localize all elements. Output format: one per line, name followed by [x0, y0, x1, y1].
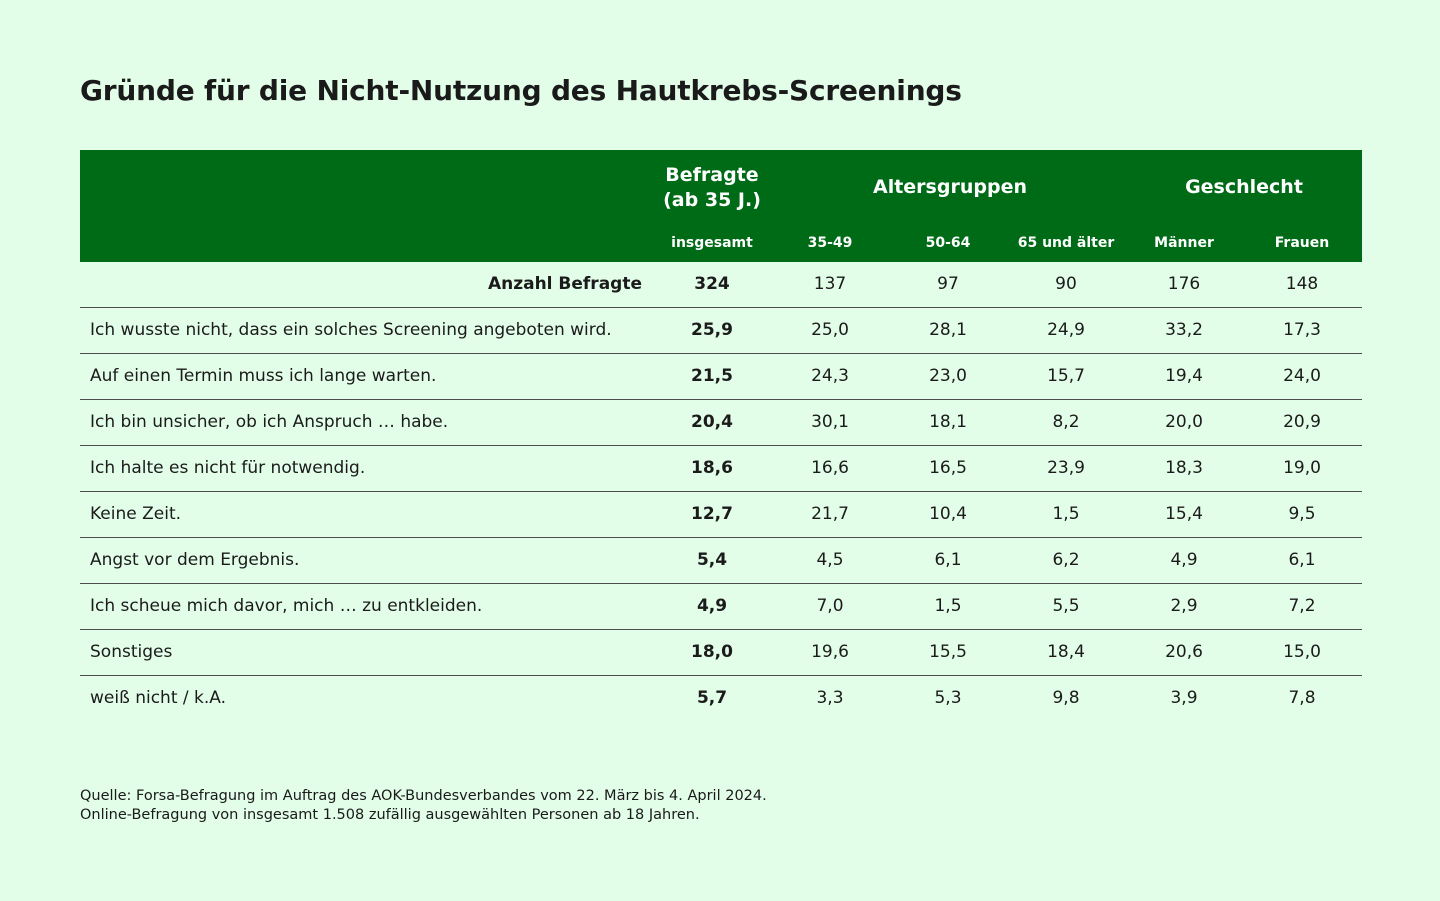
- row-label: Angst vor dem Ergebnis.: [90, 550, 300, 570]
- header-sub-maenner: Männer: [1154, 235, 1214, 251]
- table-cell: 4,5: [816, 550, 844, 570]
- count-cell: 97: [937, 274, 959, 294]
- table-cell: 5,7: [696, 688, 728, 708]
- table-cell: 19,6: [811, 642, 849, 662]
- table-cell: 24,3: [811, 366, 849, 386]
- table-cell: 15,0: [1283, 642, 1321, 662]
- row-label: Auf einen Termin muss ich lange warten.: [90, 366, 437, 386]
- header-sub-35-49: 35-49: [807, 235, 853, 251]
- header-befragte-line2: (ab 35 J.): [663, 189, 761, 211]
- source-note: [80, 787, 767, 825]
- row-label: Ich wusste nicht, dass ein solches Screening angeboten wird.: [90, 320, 612, 340]
- row-label: Ich halte es nicht für notwendig.: [90, 458, 366, 478]
- table-row: [80, 400, 1362, 446]
- table-cell: 18,3: [1165, 458, 1203, 478]
- table-cell: 15,5: [929, 642, 967, 662]
- table-cell: 9,8: [1052, 688, 1080, 708]
- header-geschlecht: Geschlecht: [1185, 176, 1303, 198]
- row-label: Keine Zeit.: [90, 504, 182, 524]
- table-cell: 23,0: [929, 366, 967, 386]
- count-cell: 176: [1167, 274, 1201, 294]
- table-cell: 15,7: [1047, 366, 1085, 386]
- table-cell: 4,9: [696, 596, 728, 616]
- header-befragte: [662, 163, 762, 213]
- row-label: Ich bin unsicher, ob ich Anspruch … habe.: [90, 412, 449, 432]
- table-cell: 8,2: [1052, 412, 1080, 432]
- header-sub-50-64: 50-64: [925, 235, 971, 251]
- table-cell: 3,9: [1170, 688, 1198, 708]
- table-cell: 30,1: [811, 412, 849, 432]
- table-cell: 33,2: [1165, 320, 1203, 340]
- row-label: Sonstiges: [90, 642, 173, 662]
- count-row-label: Anzahl Befragte: [487, 274, 642, 294]
- table-cell: 20,9: [1283, 412, 1321, 432]
- table-cell: 25,0: [811, 320, 849, 340]
- header-sub-insgesamt: insgesamt: [671, 235, 753, 251]
- table-cell: 20,6: [1165, 642, 1203, 662]
- table-cell: 17,3: [1283, 320, 1321, 340]
- count-cell: 137: [813, 274, 847, 294]
- table-cell: 18,0: [691, 642, 733, 662]
- count-row: [80, 262, 1362, 308]
- row-label: Ich scheue mich davor, mich … zu entkleiden.: [90, 596, 483, 616]
- table-body: [80, 308, 1362, 721]
- table-cell: 5,5: [1052, 596, 1080, 616]
- table-row: [80, 308, 1362, 354]
- table-cell: 25,9: [691, 320, 733, 340]
- table-cell: 23,9: [1047, 458, 1085, 478]
- table-cell: 6,1: [934, 550, 962, 570]
- table-cell: 19,4: [1165, 366, 1203, 386]
- table-cell: 5,4: [696, 550, 728, 570]
- table-row: [80, 492, 1362, 538]
- table-cell: 16,5: [929, 458, 967, 478]
- table-cell: 28,1: [929, 320, 967, 340]
- table-cell: 24,9: [1047, 320, 1085, 340]
- row-label: weiß nicht / k.A.: [90, 688, 226, 708]
- table-cell: 18,1: [929, 412, 967, 432]
- table-row: [80, 538, 1362, 584]
- source-line-1: Quelle: Forsa-Befragung im Auftrag des AOK-Bundesverbandes vom 22. März bis 4. April 2024.: [80, 788, 767, 804]
- count-cell: 90: [1055, 274, 1077, 294]
- header-befragte-line1: Befragte: [665, 164, 759, 186]
- header-sub-65-plus: 65 und älter: [1017, 235, 1115, 251]
- table-cell: 3,3: [816, 688, 844, 708]
- page-title: Gründe für die Nicht-Nutzung des Hautkrebs-Screenings: [80, 74, 962, 107]
- table-cell: 9,5: [1288, 504, 1316, 524]
- table-cell: 1,5: [934, 596, 962, 616]
- header-altersgruppen: Altersgruppen: [873, 176, 1027, 198]
- table-cell: 2,9: [1170, 596, 1198, 616]
- table-row: [80, 630, 1362, 676]
- table-cell: 10,4: [929, 504, 967, 524]
- data-table: [80, 150, 1362, 721]
- table-cell: 1,5: [1052, 504, 1080, 524]
- table-cell: 18,6: [691, 458, 733, 478]
- table-cell: 6,2: [1052, 550, 1080, 570]
- table-cell: 15,4: [1165, 504, 1203, 524]
- table-cell: 16,6: [811, 458, 849, 478]
- table-cell: 24,0: [1283, 366, 1321, 386]
- table-row: [80, 676, 1362, 721]
- table-cell: 6,1: [1288, 550, 1316, 570]
- table-header: [80, 150, 1362, 262]
- count-cell: 324: [694, 274, 730, 294]
- source-line-2: Online-Befragung von insgesamt 1.508 zufällig ausgewählten Personen ab 18 Jahren.: [80, 807, 700, 823]
- table-cell: 7,0: [816, 596, 844, 616]
- table-cell: 5,3: [934, 688, 962, 708]
- count-cell: 148: [1285, 274, 1319, 294]
- table-cell: 20,0: [1165, 412, 1203, 432]
- table-cell: 20,4: [691, 412, 733, 432]
- header-sub-frauen: Frauen: [1274, 235, 1330, 251]
- table-cell: 7,2: [1288, 596, 1316, 616]
- table-cell: 4,9: [1170, 550, 1198, 570]
- table-cell: 21,7: [811, 504, 849, 524]
- table-cell: 12,7: [691, 504, 733, 524]
- table-cell: 19,0: [1283, 458, 1321, 478]
- table-row: [80, 584, 1362, 630]
- table-row: [80, 446, 1362, 492]
- table-cell: 21,5: [691, 366, 733, 386]
- table-cell: 7,8: [1288, 688, 1316, 708]
- table-row: [80, 354, 1362, 400]
- table-cell: 18,4: [1047, 642, 1085, 662]
